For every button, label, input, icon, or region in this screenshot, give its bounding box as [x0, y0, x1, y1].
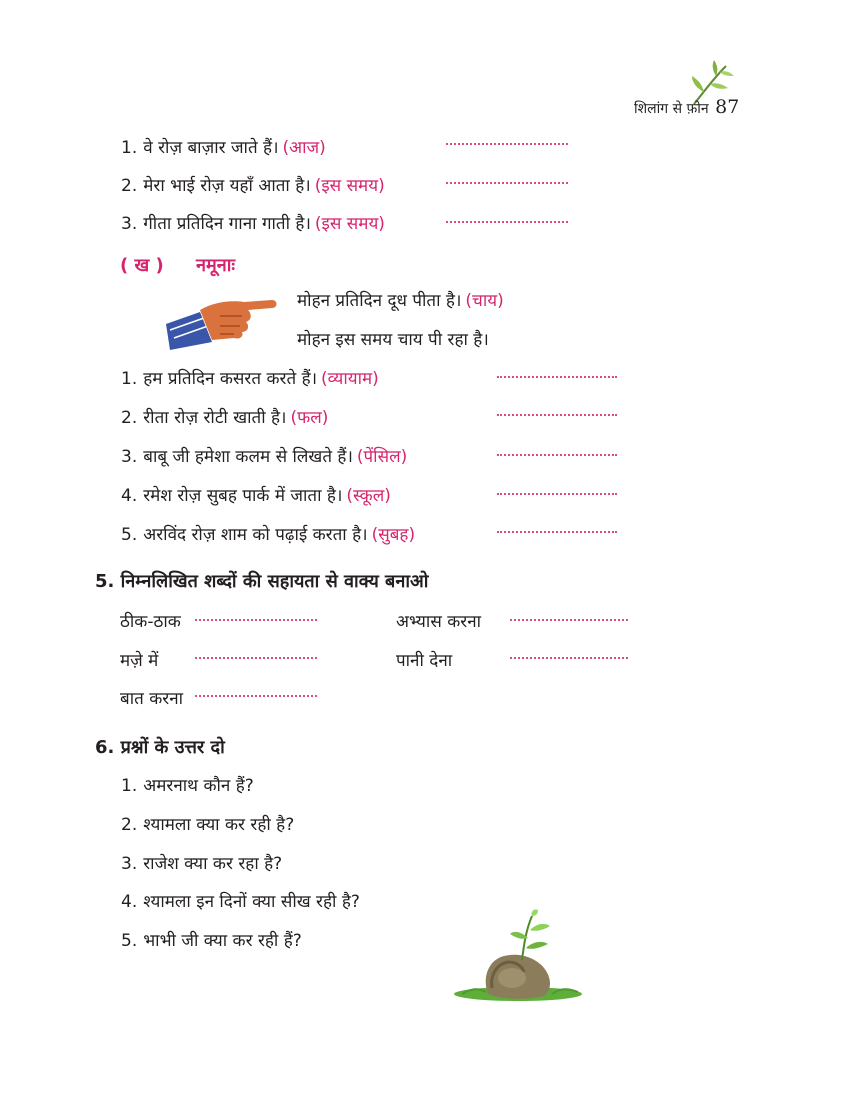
- page-header: [634, 96, 739, 118]
- word-prompt: मज़े में: [120, 651, 159, 671]
- answer-blank[interactable]: [510, 619, 628, 621]
- question-item: 1. अमरनाथ कौन हैं?: [121, 776, 254, 796]
- pointing-hand-icon: [160, 290, 280, 354]
- sample-answer: मोहन इस समय चाय पी रहा है।: [297, 330, 489, 350]
- chapter-title: शिलांग से फ़ोन: [634, 101, 709, 117]
- answer-blank[interactable]: [446, 221, 568, 223]
- question-item: 4. श्यामला इन दिनों क्या सीख रही है?: [121, 892, 360, 912]
- sample-label: नमूनाः: [196, 255, 236, 276]
- section-6-title: 6. प्रश्नों के उत्तर दो: [95, 737, 225, 758]
- rock-plant-illustration-icon: [452, 908, 584, 1004]
- answer-blank[interactable]: [195, 657, 317, 659]
- word-prompt: पानी देना: [396, 651, 453, 671]
- exercise-item: 1. वे रोज़ बाज़ार जाते हैं। (आज): [121, 138, 326, 158]
- answer-blank[interactable]: [195, 619, 317, 621]
- word-prompt: अभ्यास करना: [396, 612, 482, 632]
- answer-blank[interactable]: [195, 695, 317, 697]
- question-item: 2. श्यामला क्या कर रही है?: [121, 815, 295, 835]
- word-prompt: बात करना: [120, 689, 184, 709]
- exercise-item: 2. रीता रोज़ रोटी खाती है। (फल): [121, 408, 329, 428]
- question-item: 5. भाभी जी क्या कर रही हैं?: [121, 931, 302, 951]
- answer-blank[interactable]: [446, 182, 568, 184]
- exercise-item: 3. बाबू जी हमेशा कलम से लिखते हैं। (पेंसिल): [121, 447, 408, 467]
- answer-blank[interactable]: [497, 493, 617, 495]
- sample-sentence: मोहन प्रतिदिन दूध पीता है। (चाय): [297, 291, 504, 311]
- word-prompt: ठीक-ठाक: [120, 612, 181, 632]
- answer-blank[interactable]: [497, 414, 617, 416]
- exercise-item: 2. मेरा भाई रोज़ यहाँ आता है। (इस समय): [121, 176, 385, 196]
- answer-blank[interactable]: [497, 531, 617, 533]
- exercise-item: 1. हम प्रतिदिन कसरत करते हैं। (व्यायाम): [121, 369, 379, 389]
- page-number: 87: [715, 96, 740, 118]
- exercise-item: 5. अरविंद रोज़ शाम को पढ़ाई करता है। (सुबह): [121, 525, 416, 545]
- exercise-item: 3. गीता प्रतिदिन गाना गाती है। (इस समय): [121, 214, 385, 234]
- answer-blank[interactable]: [497, 454, 617, 456]
- section-5-title: 5. निम्नलिखित शब्दों की सहायता से वाक्य बनाओ: [95, 571, 429, 592]
- exercise-item: 4. रमेश रोज़ सुबह पार्क में जाता है। (स्कूल): [121, 486, 391, 506]
- answer-blank[interactable]: [497, 376, 617, 378]
- question-item: 3. राजेश क्या कर रहा है?: [121, 854, 283, 874]
- answer-blank[interactable]: [510, 657, 628, 659]
- answer-blank[interactable]: [446, 143, 568, 145]
- part-kha-label: ( ख ): [120, 255, 164, 276]
